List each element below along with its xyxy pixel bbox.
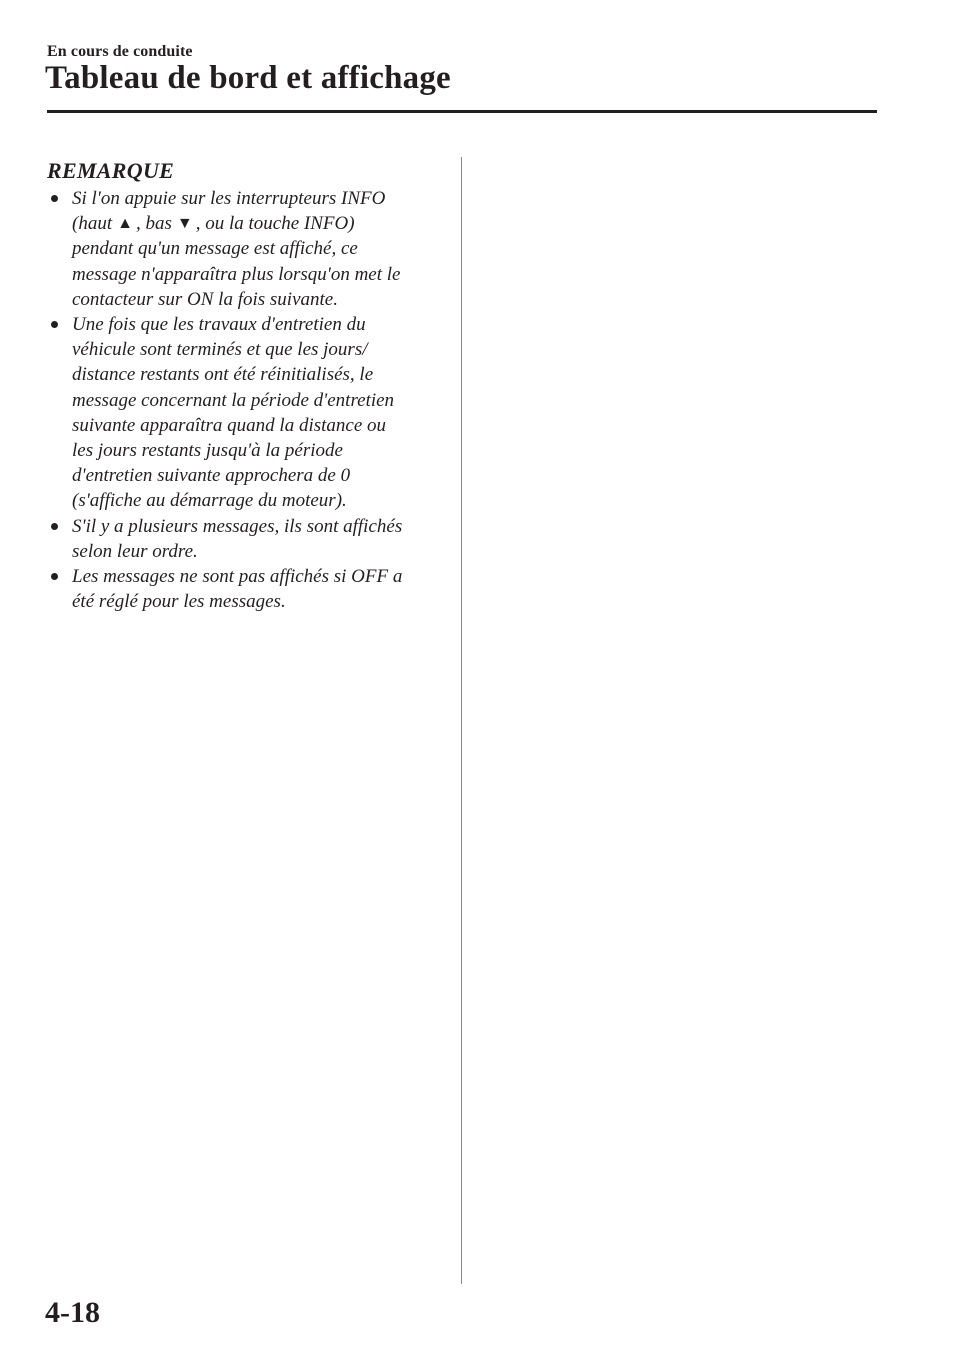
text-line: message n'apparaîtra plus lorsqu'on met le [72, 263, 401, 285]
text-fragment: , ou la touche INFO) [195, 213, 355, 235]
up-arrow-icon: ▲ [117, 215, 133, 233]
title-rule [47, 110, 877, 113]
list-item [47, 186, 457, 312]
text-line: (s'affiche au démarrage du moteur). [72, 490, 347, 512]
text-line: S'il y a plusieurs messages, ils sont affichés [72, 515, 403, 537]
text-line: Une fois que les travaux d'entretien du [72, 314, 366, 336]
text-line: Si l'on appuie sur les interrupteurs INFO [72, 188, 386, 209]
text-line: véhicule sont terminés et que les jours/ [72, 339, 368, 361]
note-list [47, 186, 457, 614]
down-arrow-icon: ▼ [176, 215, 193, 233]
note-heading: REMARQUE [47, 158, 175, 183]
page-number: 4-18 [45, 1296, 100, 1329]
text-line: selon leur ordre. [72, 540, 198, 562]
page-title: Tableau de bord et affichage [45, 60, 451, 96]
text-line: message concernant la période d'entretien [72, 389, 395, 411]
text-line: pendant qu'un message est affiché, ce [72, 238, 358, 260]
text-line [72, 211, 457, 236]
list-item [47, 312, 457, 514]
column-divider [461, 157, 462, 1284]
text-fragment: (haut [72, 213, 113, 235]
text-line: été réglé pour les messages. [72, 591, 286, 613]
text-line: d'entretien suivante approchera de 0 [72, 465, 351, 487]
text-fragment: , bas [135, 213, 172, 235]
list-item [47, 514, 457, 564]
list-item [47, 564, 457, 614]
text-line: Les messages ne sont pas affichés si OFF a [72, 566, 403, 588]
text-line: les jours restants jusqu'à la période [72, 440, 343, 462]
text-line: distance restants ont été réinitialisés, le [72, 364, 374, 386]
text-line: suivante apparaîtra quand la distance ou [72, 414, 387, 436]
text-line: contacteur sur ON la fois suivante. [72, 288, 338, 310]
section-label: En cours de conduite [47, 43, 193, 60]
